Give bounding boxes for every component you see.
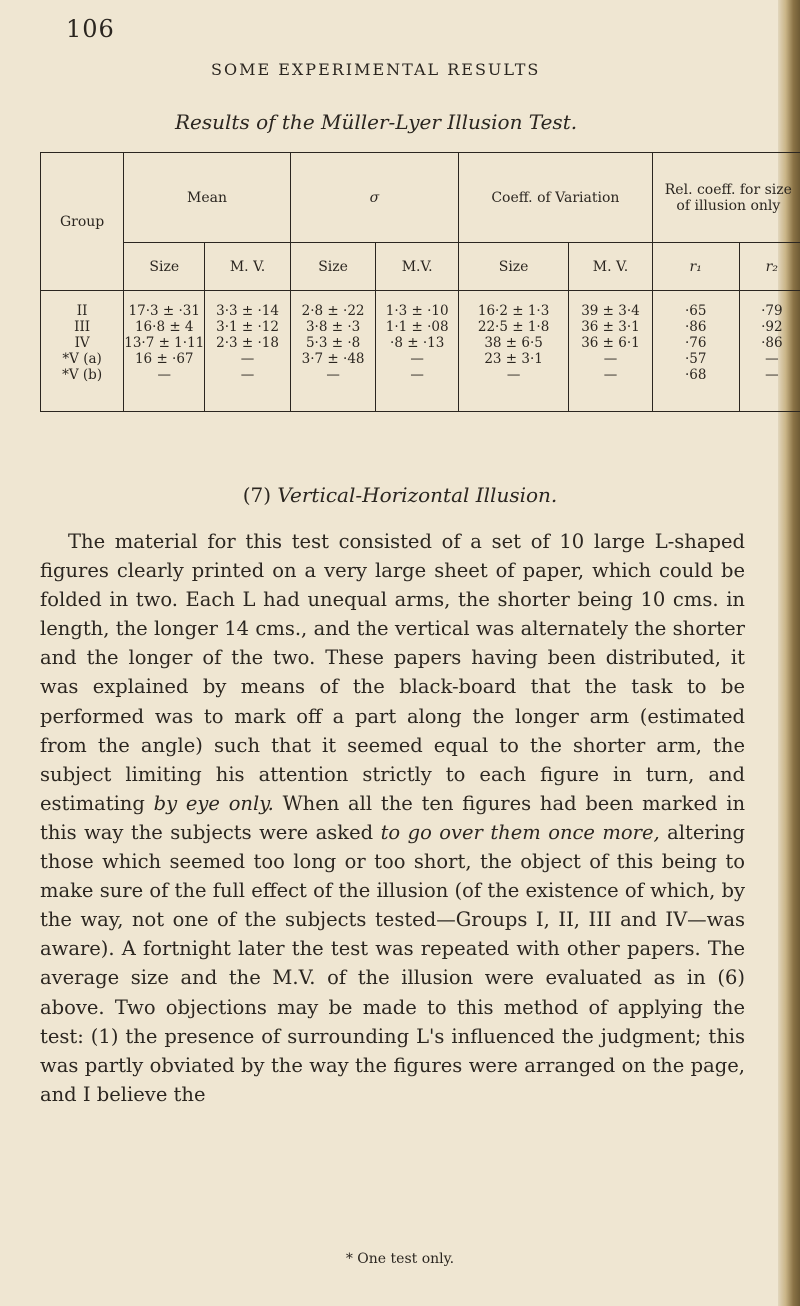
header-mean-size: Size <box>124 243 205 291</box>
table-cell: — <box>240 351 255 367</box>
body-emphasis: to go over them once more, <box>380 820 660 844</box>
table-cell: 3·7 ± ·48 <box>301 351 365 367</box>
table-cell: — <box>410 351 424 367</box>
body-emphasis: by eye only. <box>153 791 274 815</box>
group-cell: IV <box>74 335 90 351</box>
table-cell: 22·5 ± 1·8 <box>477 319 550 335</box>
sigma-mv-column <box>376 291 459 412</box>
running-head: SOME EXPERIMENTAL RESULTS <box>211 60 541 79</box>
table-cell: 3·8 ± ·3 <box>305 319 361 335</box>
table-cell: — <box>410 367 424 383</box>
table-cell: ·92 <box>761 319 783 335</box>
group-column <box>41 291 124 412</box>
table-cell: 1·3 ± ·10 <box>385 303 449 319</box>
group-cell: *V (b) <box>62 367 103 383</box>
section-heading <box>0 483 800 507</box>
table-cell: 2·8 ± ·22 <box>301 303 365 319</box>
coeff-mv-column <box>569 291 653 412</box>
table-cell: ·86 <box>761 335 783 351</box>
table-cell: ·65 <box>684 303 707 319</box>
body-text-part: When all the ten figures had been marked in this way the subjects were asked <box>40 791 746 844</box>
header-r2: r₂ <box>739 243 800 291</box>
sigma-size-column <box>290 291 376 412</box>
mean-size-column <box>124 291 205 412</box>
table-cell: ·79 <box>761 303 783 319</box>
header-r1: r₁ <box>652 243 739 291</box>
table-cell: ·57 <box>684 351 707 367</box>
table-title: Results of the Müller-Lyer Illusion Test. <box>175 110 578 134</box>
table-cell: — <box>765 351 779 367</box>
results-table <box>40 152 800 412</box>
header-coeff-variation: Coeff. of Variation <box>458 153 652 243</box>
header-group: Group <box>41 153 124 291</box>
table-cell: — <box>603 351 618 367</box>
table-cell: ·86 <box>684 319 707 335</box>
table-cell: 38 ± 6·5 <box>484 335 543 351</box>
group-cell: II <box>76 303 88 319</box>
table-cell: 16·2 ± 1·3 <box>477 303 550 319</box>
coeff-size-column <box>458 291 568 412</box>
table-cell: 36 ± 3·1 <box>581 319 640 335</box>
mean-mv-column <box>205 291 291 412</box>
header-coeff-size: Size <box>458 243 568 291</box>
table-body-row <box>41 291 800 412</box>
header-rel-coeff: Rel. coeff. for size of illusion only <box>652 153 800 243</box>
table-cell: 3·3 ± ·14 <box>216 303 279 319</box>
header-sigma-size: Size <box>290 243 376 291</box>
section-number: (7) <box>242 483 272 507</box>
table-cell: 16·8 ± 4 <box>134 319 194 335</box>
table-cell: ·76 <box>684 335 707 351</box>
header-sigma: σ <box>290 153 458 243</box>
section-title: Vertical-Horizontal Illusion. <box>277 483 558 507</box>
table-cell: 39 ± 3·4 <box>581 303 640 319</box>
table-cell: 17·3 ± ·31 <box>128 303 200 319</box>
r1-column <box>652 291 739 412</box>
table-cell: — <box>326 367 340 383</box>
body-text <box>40 527 745 1109</box>
group-cell: *V (a) <box>62 351 102 367</box>
group-cell: III <box>74 319 91 335</box>
r2-column <box>739 291 800 412</box>
page-number: 106 <box>66 15 115 43</box>
header-sigma-mv: M.V. <box>376 243 459 291</box>
header-mean: Mean <box>124 153 291 243</box>
body-text-part: The material for this test consisted of a set of 10 large L-shaped figures clearly printed on a very large sheet of paper, which could be folded in two. Each L had unequal arms, the shorter being 10 cms. in length, the longer 14 cms., and the vertical was alternately the shorter and the longer of the two. These papers having been distributed, it was explained by means of the black-board that the task to be performed was to mark off a part along the longer arm (estimated from the angle) such that it seemed equal to the shorter arm, the subject limiting his attention strictly to each figure in turn, and estimating <box>40 530 745 815</box>
table-cell: — <box>240 367 255 383</box>
table-cell: — <box>765 367 779 383</box>
table-cell: ·68 <box>684 367 707 383</box>
table-cell: — <box>157 367 171 383</box>
table-cell: 16 ± ·67 <box>134 351 194 367</box>
header-coeff-mv: M. V. <box>569 243 653 291</box>
table-cell: — <box>506 367 521 383</box>
header-mean-mv: M. V. <box>205 243 291 291</box>
table-cell: — <box>603 367 618 383</box>
table-cell: 2·3 ± ·18 <box>216 335 279 351</box>
table-cell: 36 ± 6·1 <box>581 335 640 351</box>
table-cell: 3·1 ± ·12 <box>216 319 279 335</box>
table-cell: 13·7 ± 1·11 <box>124 335 205 351</box>
table-cell: 5·3 ± ·8 <box>305 335 361 351</box>
body-paragraph <box>40 527 745 1109</box>
body-text-part: altering those which seemed too long or too short, the object of this being to make sure of the full effect of the illusion (of the existence of which, by the way, not one of the subjects tested—Groups I, II, III and IV—was aware). A fortnight later the test was repeated with other papers. The average size and the M.V. of the illusion were evaluated as in (6) above. Two objections may be made to this method of applying the test: (1) the presence of surrounding L's influenced the judgment; this was partly obviated by the way the figures were arranged on the page, and I believe the <box>40 820 745 1106</box>
footnote: * One test only. <box>345 1251 455 1267</box>
table-cell: ·8 ± ·13 <box>390 335 445 351</box>
table-cell: 23 ± 3·1 <box>484 351 543 367</box>
table-cell: 1·1 ± ·08 <box>385 319 449 335</box>
